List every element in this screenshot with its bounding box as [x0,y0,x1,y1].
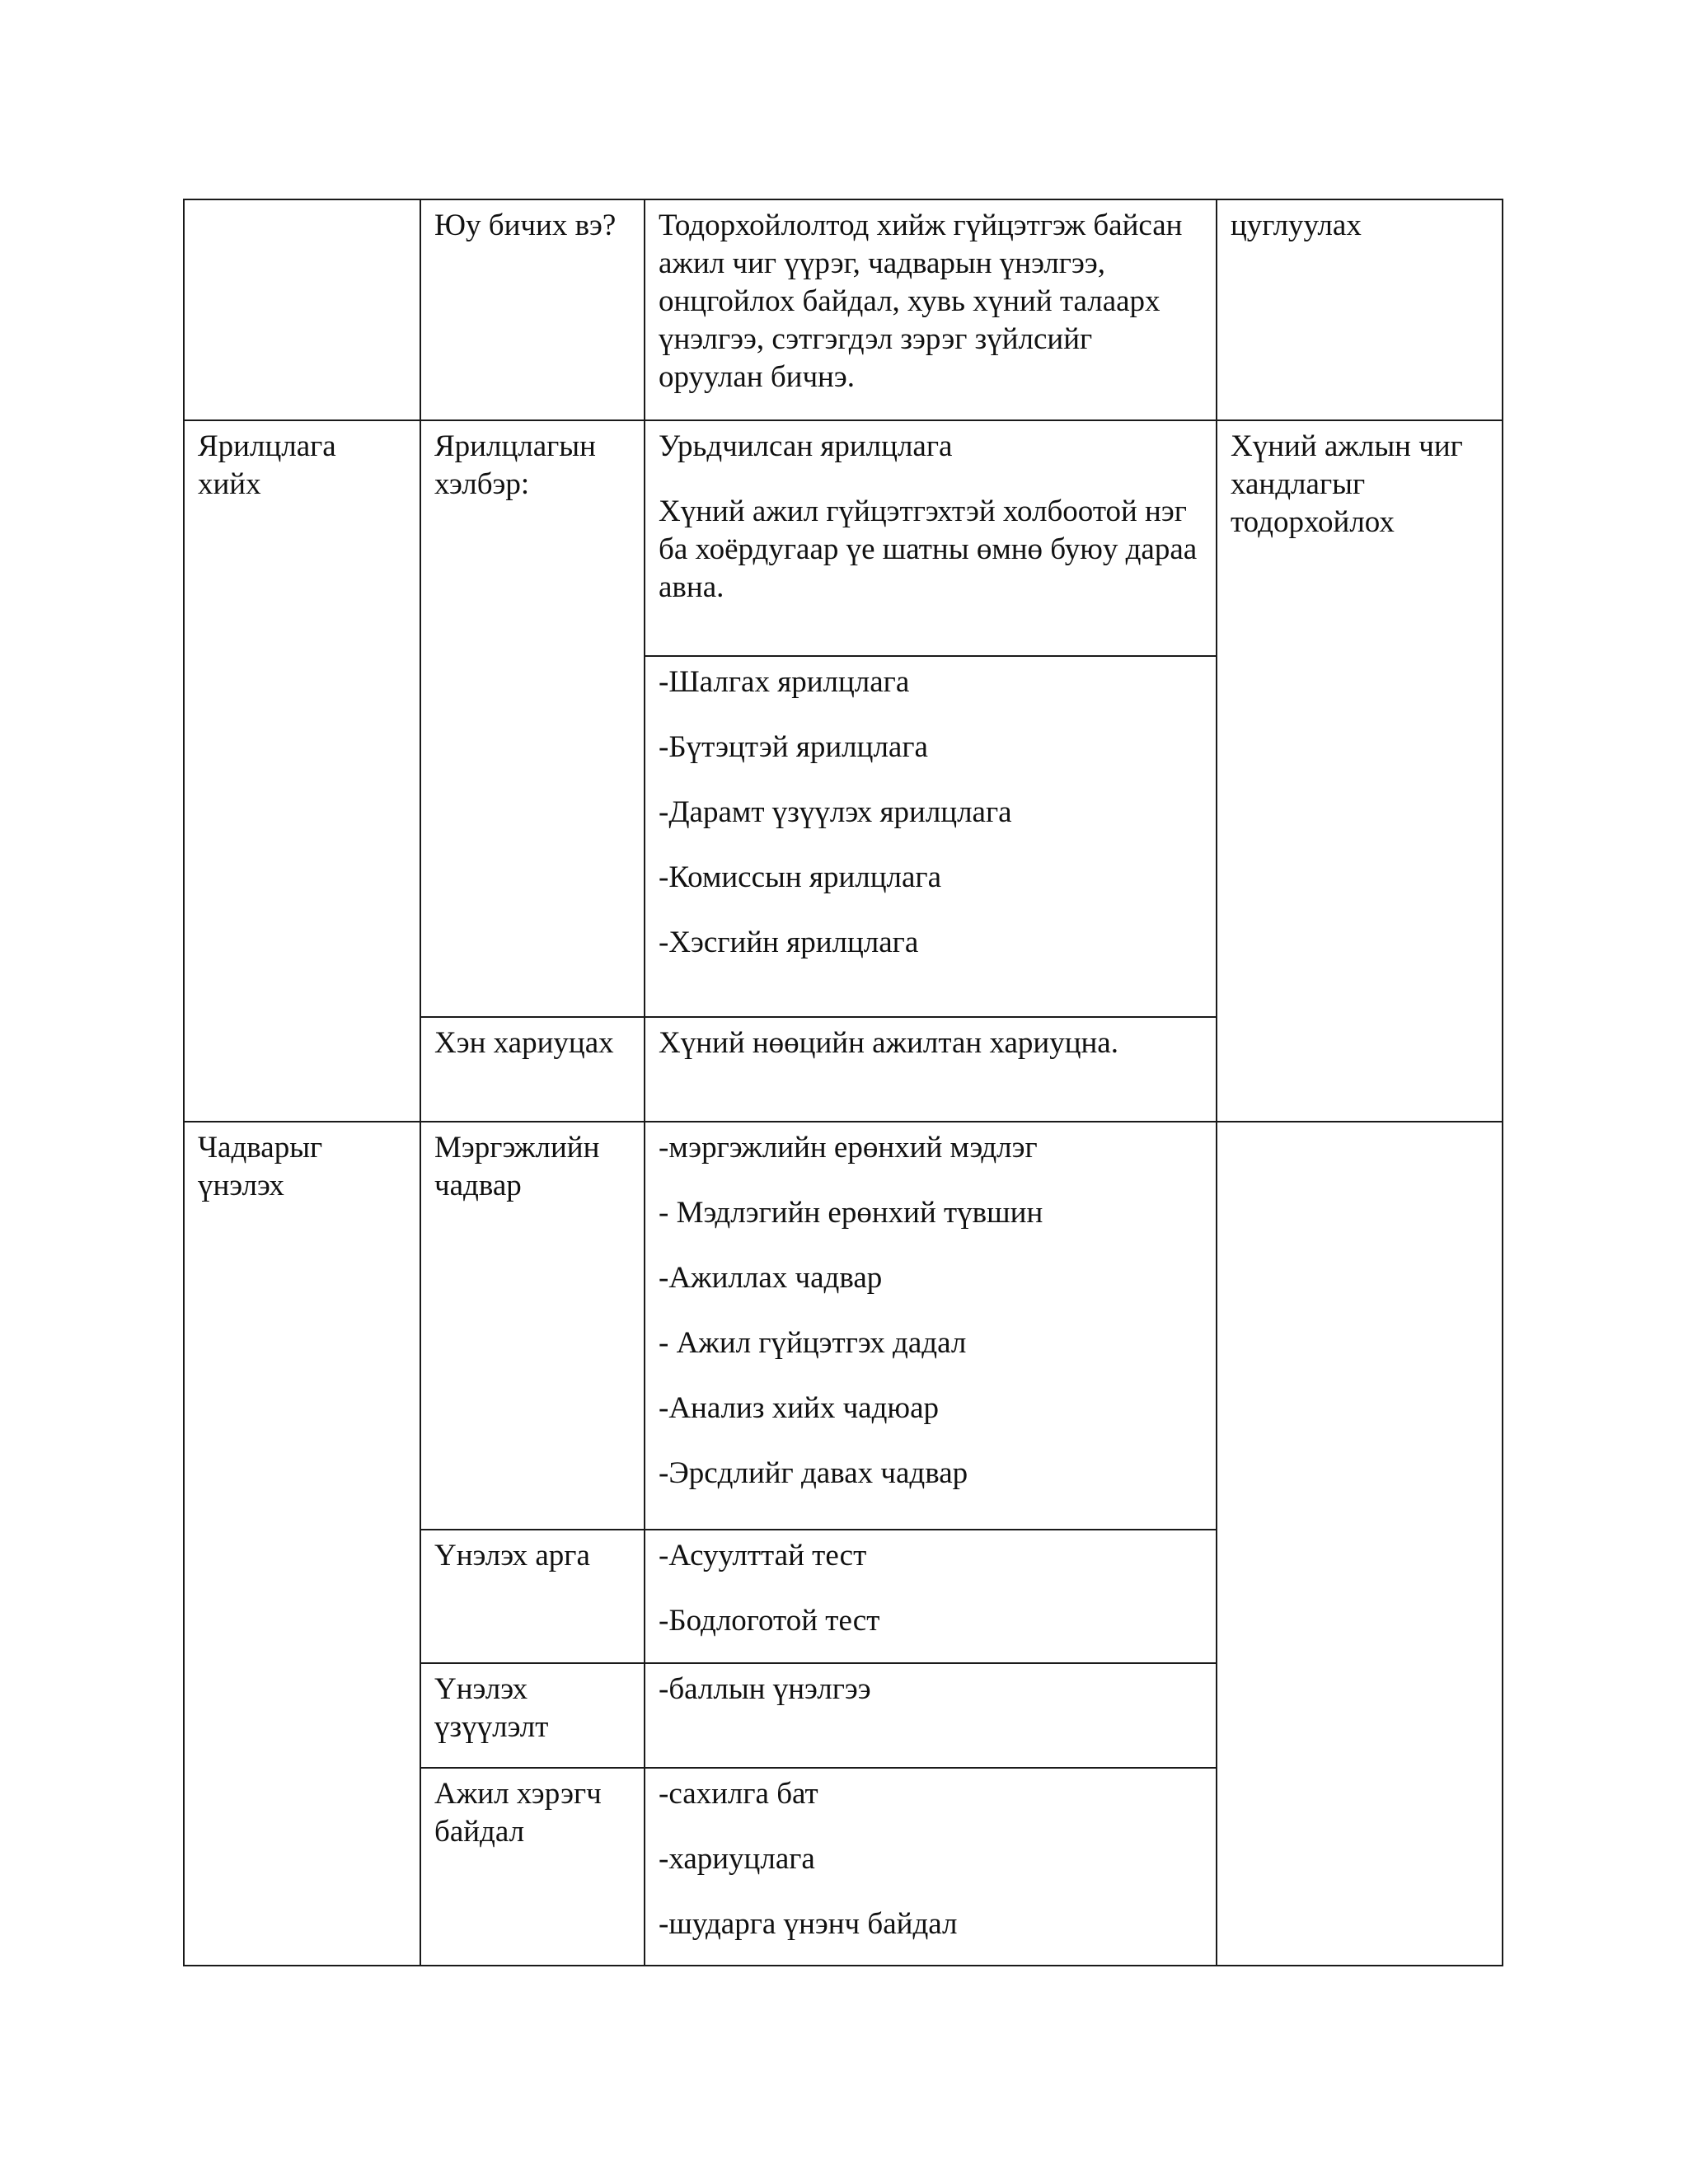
table-row [184,1122,1503,1530]
list-item: -Шалгах ярилцлага [659,665,910,699]
list-item: -сахилга бат [659,1777,818,1811]
evaluation-indicator-label: Үнэлэх үзүүлэлт [420,1663,645,1768]
table-cell-empty [1217,1122,1503,1966]
list-item: - Ажил гүйцэтгэх дадал [659,1326,967,1360]
interview-goal: Хүний ажлын чиг хандлагыг тодорхойлох [1217,420,1503,1122]
pre-interview-title: Урьдчилсан ярилцлага [659,429,953,463]
interview-types-cell [645,656,1217,1017]
list-item: -хариуцлага [659,1842,815,1876]
table-row [184,420,1503,656]
table-row [184,199,1503,420]
skills-section-label: Чадварыг үнэлэх [184,1122,420,1966]
evaluation-indicator-items [645,1663,1217,1768]
list-item: -Ажиллах чадвар [659,1261,883,1295]
list-item: - Мэдлэгийн ерөнхий түвшин [659,1196,1043,1230]
list-item: -баллын үнэлгээ [659,1672,871,1706]
write-what-description: Тодорхойлолтод хийж гүйцэтгэж байсан ажил чиг үүрэг, чадварын үнэлгээ, онцгойлох байдал, хувь хүний талаарх үнэлгээ, сэтгэгдэл зэрэг зүйлсийг оруулан бичнэ. [645,199,1217,420]
pre-interview-description: Хүний ажил гүйцэтгэхтэй холбоотой нэг ба хоёрдугаар үе шатны өмнө буюу дараа авна. [659,494,1198,604]
list-item: -Бүтэцтэй ярилцлага [659,730,928,764]
list-item: -Анализ хийх чадюар [659,1391,939,1425]
list-item: -мэргэжлийн ерөнхий мэдлэг [659,1131,1038,1165]
professional-skill-label: Мэргэжлийн чадвар [420,1122,645,1530]
work-behavior-items [645,1768,1217,1966]
list-item: -шударга үнэнч байдал [659,1907,958,1941]
interview-section-label: Ярилцлага хийх [184,420,420,1122]
write-what-label: Юу бичих вэ? [420,199,645,420]
responsible-label: Хэн хариуцах [420,1017,645,1122]
list-item: -Асуулттай тест [659,1539,867,1572]
table-cell-empty [184,199,420,420]
responsible-value: Хүний нөөцийн ажилтан хариуцна. [645,1017,1217,1122]
work-behavior-label: Ажил хэрэгч байдал [420,1768,645,1966]
professional-skill-items [645,1122,1217,1530]
list-item: -Комиссын ярилцлага [659,860,941,894]
list-item: -Дарамт үзүүлэх ярилцлага [659,795,1012,829]
collect-cell: цуглуулах [1217,199,1503,420]
list-item: -Эрсдлийг давах чадвар [659,1456,968,1490]
list-item: -Хэсгийн ярилцлага [659,926,919,959]
evaluation-method-label: Үнэлэх арга [420,1530,645,1663]
evaluation-table [183,199,1503,1966]
list-item: -Бодлоготой тест [659,1604,880,1638]
evaluation-method-items [645,1530,1217,1663]
interview-form-label: Ярилцлагын хэлбэр: [420,420,645,1017]
pre-interview-cell [645,420,1217,656]
